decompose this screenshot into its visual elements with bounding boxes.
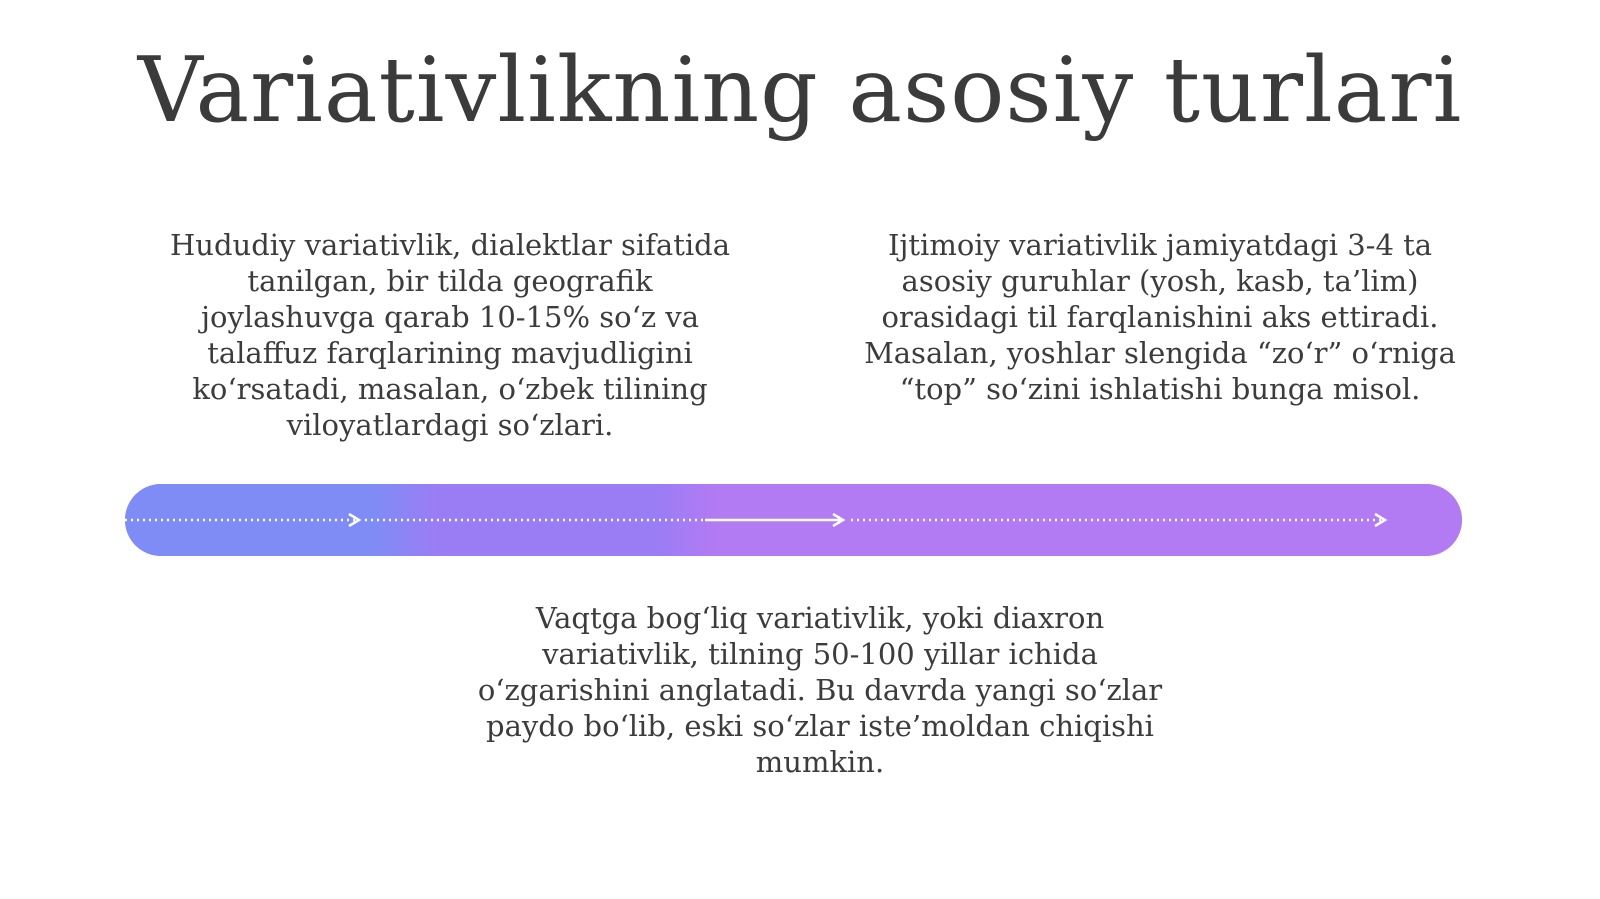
- timeline-bar: [125, 484, 1462, 556]
- regional-variation-text: Hududiy variativlik, dialektlar sifatida tanilgan, bir tilda geografik joylashuvga qarab 10-15% so‘z va talaffuz farqlarining mavjudligini ko‘rsatadi, masalan, o‘zbek tilining viloyatlardagi so‘zlari.: [169, 228, 731, 442]
- social-variation-text: Ijtimoiy variativlik jamiyatdagi 3-4 ta asosiy guruhlar (yosh, kasb, ta’lim) orasidagi til farqlanishini aks ettiradi. Masalan, yoshlar slengida “zo‘r” o‘rniga “top” so‘zini ishlatishi bunga misol.: [864, 228, 1456, 406]
- temporal-variation-text: Vaqtga bog‘liq variativlik, yoki diaxron variativlik, tilning 50-100 yillar ichida o‘zgarishini anglatadi. Bu davrda yangi so‘zlar paydo bo‘lib, eski so‘zlar iste’moldan chiqishi mumkin.: [477, 601, 1163, 779]
- slide-title: Variativlikning asosiy turlari: [137, 38, 1463, 143]
- timeline-arrows: [125, 484, 1462, 556]
